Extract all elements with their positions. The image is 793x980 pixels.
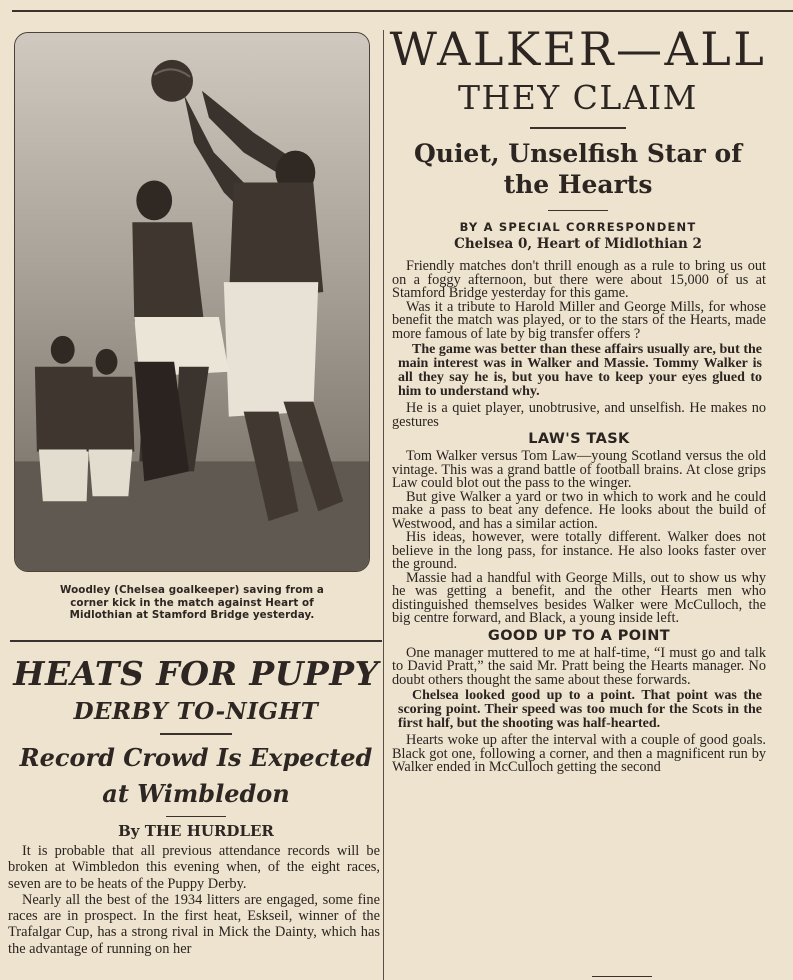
caption-line: Midlothian at Stamford Bridge yesterday.	[69, 609, 315, 621]
walker-headline: WALKER—ALL	[389, 22, 767, 76]
article-paragraph: One manager muttered to me at half-time, “I must go and talk to David Pratt,” the said Mr. Pratt being the Hearts manager. No doubt others thought the same about these forwards.	[392, 644, 766, 688]
goalkeeper-save-photo	[15, 33, 369, 571]
article-paragraph: His ideas, however, were totally different. Walker does not believe in the long pass, for instance. He also looks faster over the ground.	[392, 529, 766, 572]
photo-caption	[14, 584, 370, 622]
article-paragraph: But give Walker a yard or two in which to work and he could make a pass to beat any defence. He looks about the build of Westwood, and has a similar action.	[392, 488, 766, 532]
puppy-headline: HEATS FOR PUPPY	[13, 654, 379, 693]
subheadline-line: at Wimbledon	[102, 779, 290, 808]
walker-headline-line-2: THEY CLAIM	[458, 78, 698, 117]
column-divider	[383, 30, 384, 980]
article-paragraph: It is probable that all previous attendance records will be broken at Wimbledon this evening when, of the eight races, seven are to be heats of the Puppy Derby.	[8, 843, 380, 892]
section-subhead: GOOD UP TO A POINT	[487, 627, 671, 644]
article-paragraph: Was it a tribute to Harold Miller and George Mills, for whose benefit the match was played, or to the stars of the Hearts, made more famous of late by big transfer offers ?	[392, 298, 766, 342]
article-paragraph: Tom Walker versus Tom Law—young Scotland versus the old vintage. This was a grand battle of football brains. At close grips Law could blot out the pass to the winger.	[392, 448, 766, 491]
walker-article-body	[392, 260, 766, 775]
article-paragraph: Nearly all the best of the 1934 litters are engaged, some fine races are in prospect. In the first heat, Eskseil, winner of the Trafalgar Cup, has a strong rival in Mick the Dainty, which has the advantage of running on her	[8, 891, 380, 957]
headline-rule	[530, 127, 626, 129]
subheadline-rule	[166, 816, 226, 817]
article-end-rule	[592, 976, 652, 977]
article-paragraph-bold: Chelsea looked good up to a point. That point was the scoring point. Their speed was too much for the Scots in the first half, but the shooting was half-hearted.	[398, 688, 762, 731]
puppy-subheadline	[10, 740, 382, 812]
puppy-article-body	[8, 843, 380, 957]
caption-line: Woodley (Chelsea goalkeeper) saving from a	[60, 584, 324, 596]
subheadline-line: Record Crowd Is Expected	[19, 743, 373, 772]
subheadline-rule	[548, 210, 608, 211]
top-rule	[12, 10, 793, 12]
article-paragraph: Massie had a handful with George Mills, out to show us why he was getting a benefit, and the other Hearts men who distinguished themselves besides Walker were McCulloch, the big centre forward, and Black, a young inside left.	[392, 569, 766, 626]
match-photo	[14, 32, 370, 572]
subheadline-line: Quiet, Unselfish Star of	[413, 139, 742, 168]
caption-line: corner kick in the match against Heart of	[70, 596, 314, 609]
puppy-headline-line-2: DERBY TO-NIGHT	[73, 698, 319, 725]
article-paragraph: Friendly matches don't thrill enough as a rule to bring us out on a foggy afternoon, but there were about 15,000 of us at Stamford Bridge yesterday for this game.	[392, 258, 766, 301]
section-rule	[10, 640, 382, 642]
score-line: Chelsea 0, Heart of Midlothian 2	[454, 236, 702, 252]
article-paragraph-bold: The game was better than these affairs usually are, but the main interest was in Walker and Massie. Tommy Walker is all they say he is, but you have to keep your eyes glued to him to understand why.	[398, 342, 762, 399]
walker-byline: BY A SPECIAL CORRESPONDENT	[459, 220, 697, 234]
walker-subheadline	[386, 138, 770, 200]
headline-rule	[160, 733, 232, 735]
puppy-byline: By THE HURDLER	[118, 822, 274, 840]
article-paragraph: He is a quiet player, unobtrusive, and unselfish. He makes no gestures	[392, 400, 766, 430]
section-subhead: LAW'S TASK	[528, 431, 630, 447]
article-paragraph: Hearts woke up after the interval with a couple of good goals. Black got one, following a corner, and then a magnificent run by Walker ended in McCulloch getting the second	[392, 732, 766, 775]
subheadline-line: the Hearts	[503, 170, 653, 199]
